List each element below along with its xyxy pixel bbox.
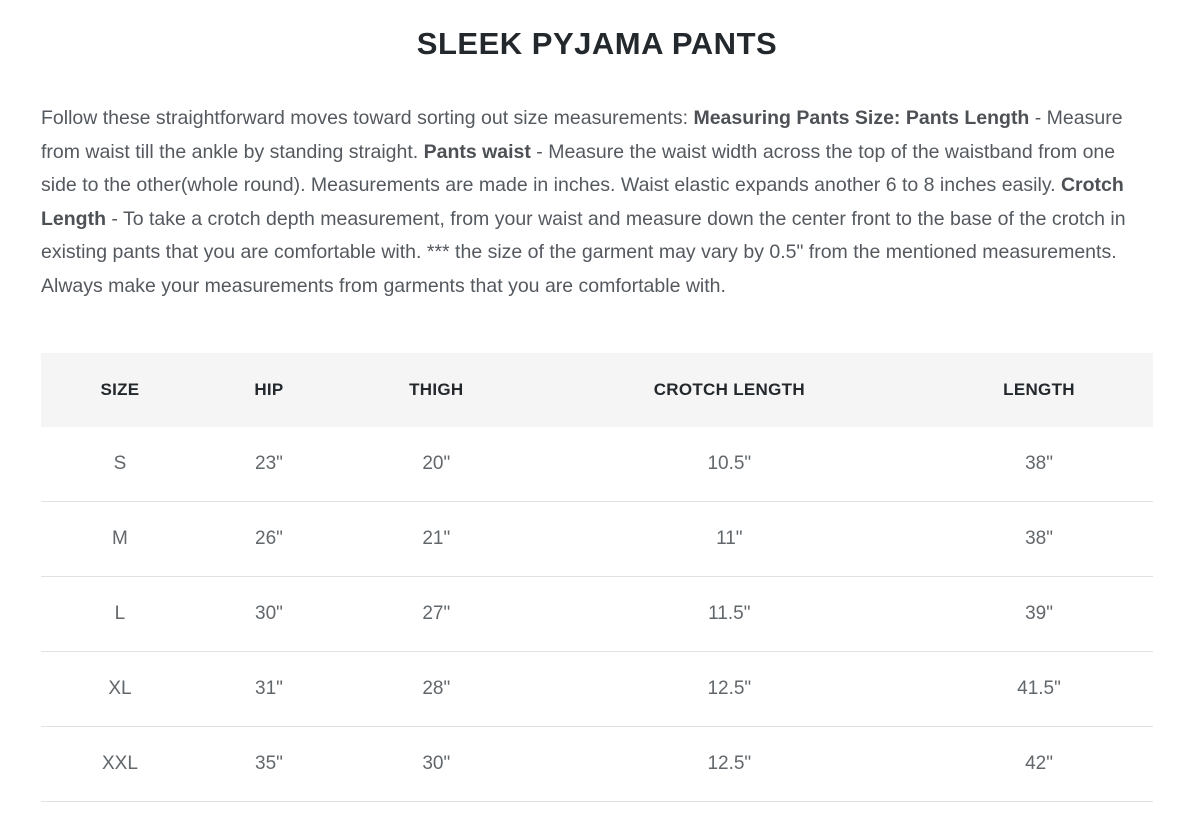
measurement-cell: 12.5" <box>534 727 925 802</box>
measurement-cell: 31" <box>199 652 339 727</box>
measurement-cell: 35" <box>199 727 339 802</box>
measurement-cell: 28" <box>339 652 534 727</box>
description-text: - To take a crotch depth measurement, from your waist and measure down the center front to the base of the crotch in existing pants that you are comfortable with. *** the size of the garment may vary by 0.5" from the mentioned measurements. Always make your measurements from garments that you are comfortable with. <box>41 207 1126 297</box>
measurement-cell: 11.5" <box>534 577 925 652</box>
page-title: SLEEK PYJAMA PANTS <box>416 26 778 61</box>
size-cell: XXL <box>41 727 199 802</box>
description-bold-term: Pants waist <box>423 140 531 163</box>
measurement-cell: 12.5" <box>534 652 925 727</box>
size-cell: M <box>41 502 199 577</box>
size-cell: XL <box>41 652 199 727</box>
measurement-cell: 38" <box>925 502 1153 577</box>
table-row <box>41 427 1153 502</box>
measurement-cell: 27" <box>339 577 534 652</box>
measurement-cell: 20" <box>339 427 534 502</box>
table-row <box>41 652 1153 727</box>
measurement-cell: 39" <box>925 577 1153 652</box>
size-cell: L <box>41 577 199 652</box>
column-header: HIP <box>199 353 339 427</box>
measurement-cell: 38" <box>925 427 1153 502</box>
table-row <box>41 502 1153 577</box>
measurement-cell: 30" <box>339 727 534 802</box>
table-row <box>41 577 1153 652</box>
measurement-cell: 21" <box>339 502 534 577</box>
size-cell: S <box>41 427 199 502</box>
measurement-cell: 41.5" <box>925 652 1153 727</box>
measurement-cell: 26" <box>199 502 339 577</box>
description-text: - Measure from waist till the ankle by standing straight. <box>41 107 1123 163</box>
description-bold-term: Measuring Pants Size: Pants Length <box>693 107 1030 129</box>
measurement-cell: 42" <box>925 727 1153 802</box>
column-header: LENGTH <box>925 353 1153 427</box>
description-bold-term: Crotch Length <box>41 174 1124 230</box>
size-chart-header-row <box>41 353 1153 427</box>
measurement-cell: 23" <box>199 427 339 502</box>
description-text: - Measure the waist width across the top of the waistband from one side to the other(whole round). Measurements are made in inches. Waist elastic expands another 6 to 8 inches easily. <box>41 140 1116 196</box>
size-chart-section <box>41 353 1153 802</box>
table-row <box>41 727 1153 802</box>
measurement-cell: 30" <box>199 577 339 652</box>
size-chart-table <box>41 353 1153 802</box>
size-measurement-description <box>41 102 1153 303</box>
measurement-cell: 11" <box>534 502 925 577</box>
size-chart-body <box>41 427 1153 802</box>
column-header: THIGH <box>339 353 534 427</box>
column-header: SIZE <box>41 353 199 427</box>
description-text: Follow these straightforward moves toward sorting out size measurements: <box>41 107 694 129</box>
measurement-cell: 10.5" <box>534 427 925 502</box>
column-header: CROTCH LENGTH <box>534 353 925 427</box>
